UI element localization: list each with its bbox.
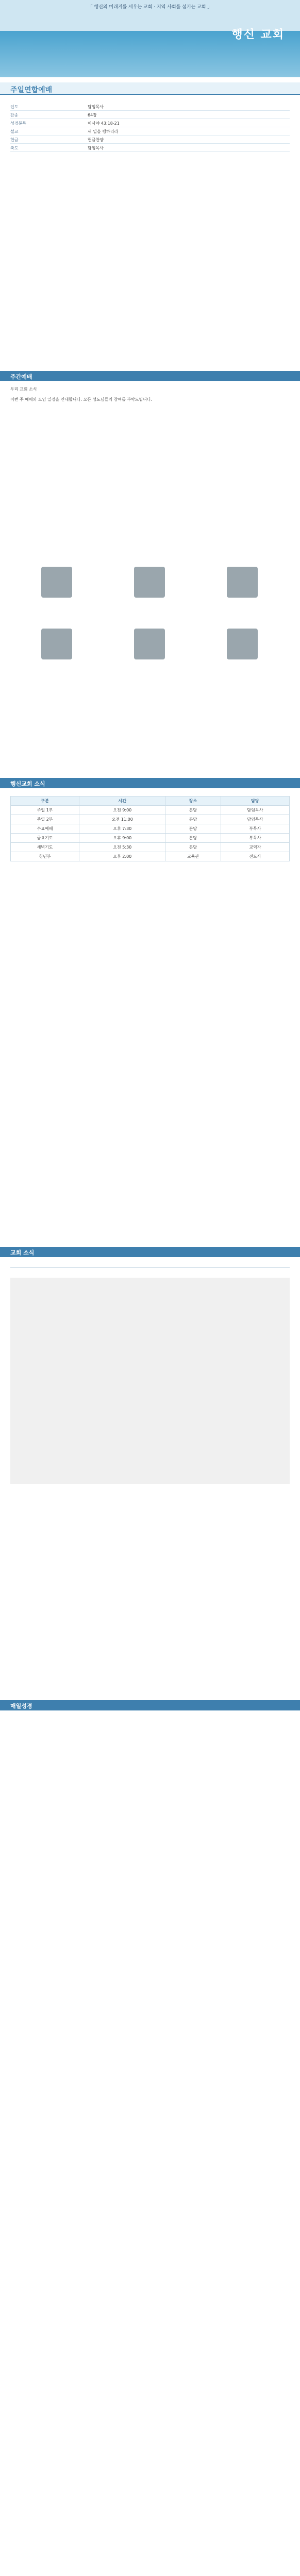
bible-band bbox=[0, 1700, 300, 1710]
notice-text: 이번 주 예배와 모임 일정을 안내합니다. 모든 성도님들의 참여를 부탁드립니다. bbox=[10, 397, 153, 402]
info-key: 설교 bbox=[10, 129, 19, 134]
table-cell: 교역자 bbox=[221, 843, 289, 852]
table-cell: 부목사 bbox=[221, 824, 289, 834]
table-cell: 오후 2:00 bbox=[79, 852, 165, 861]
table-cell: 주일 2부 bbox=[11, 815, 79, 824]
schedule-table bbox=[10, 796, 290, 861]
small-band bbox=[0, 1247, 300, 1257]
table-row bbox=[11, 824, 290, 834]
info-value: 이사야 43:18-21 bbox=[88, 121, 120, 126]
table-cell: 본당 bbox=[165, 806, 221, 815]
news-band bbox=[0, 778, 300, 788]
table-cell: 교육관 bbox=[165, 852, 221, 861]
staff-photo bbox=[227, 629, 258, 659]
info-row bbox=[10, 144, 290, 152]
table-row bbox=[11, 852, 290, 861]
staff-photo bbox=[227, 567, 258, 598]
table-row bbox=[11, 843, 290, 852]
divider bbox=[10, 1267, 290, 1268]
table-cell: 주일 1부 bbox=[11, 806, 79, 815]
info-value: 담임목사 bbox=[88, 105, 104, 109]
staff-photo-grid bbox=[21, 567, 278, 690]
table-cell: 본당 bbox=[165, 834, 221, 843]
info-value: 64장 bbox=[88, 113, 97, 117]
table-cell: 금요기도 bbox=[11, 834, 79, 843]
info-row bbox=[10, 103, 290, 111]
info-key: 찬송 bbox=[10, 113, 19, 117]
church-name: 행신 교회 bbox=[231, 28, 285, 41]
news-band-label: 행신교회 소식 bbox=[10, 781, 45, 787]
small-band-label: 교회 소식 bbox=[10, 1249, 35, 1256]
bible-band-label: 매일성경 bbox=[10, 1703, 32, 1709]
weekly-band bbox=[0, 371, 300, 381]
table-row bbox=[11, 815, 290, 824]
table-cell: 오전 9:00 bbox=[79, 806, 165, 815]
table-cell: 오전 11:00 bbox=[79, 815, 165, 824]
info-key: 헌금 bbox=[10, 138, 19, 142]
staff-photo bbox=[41, 629, 72, 659]
staff-photo bbox=[134, 629, 165, 659]
table-cell: 담임목사 bbox=[221, 806, 289, 815]
info-value: 새 일을 행하리라 bbox=[88, 129, 119, 134]
table-cell: 오전 5:30 bbox=[79, 843, 165, 852]
table-cell: 새벽기도 bbox=[11, 843, 79, 852]
staff-photo bbox=[41, 567, 72, 598]
table-cell: 본당 bbox=[165, 824, 221, 834]
table-header: 담당 bbox=[221, 796, 289, 806]
table-cell: 청년부 bbox=[11, 852, 79, 861]
info-row bbox=[10, 136, 290, 144]
table-row bbox=[11, 806, 290, 815]
table-cell: 수요예배 bbox=[11, 824, 79, 834]
header-banner bbox=[0, 0, 300, 77]
info-row bbox=[10, 128, 290, 135]
worship-title-section bbox=[0, 82, 300, 98]
staff-photo bbox=[134, 567, 165, 598]
table-header: 시간 bbox=[79, 796, 165, 806]
info-value: 담임목사 bbox=[88, 146, 104, 150]
info-key: 성경봉독 bbox=[10, 121, 26, 126]
info-value: 헌금찬양 bbox=[88, 138, 104, 142]
worship-title-bar bbox=[0, 82, 300, 95]
info-key: 축도 bbox=[10, 146, 19, 150]
table-cell: 오후 7:30 bbox=[79, 824, 165, 834]
table-cell: 담임목사 bbox=[221, 815, 289, 824]
table-row bbox=[11, 834, 290, 843]
info-row bbox=[10, 120, 290, 127]
info-row bbox=[10, 111, 290, 119]
table-header: 장소 bbox=[165, 796, 221, 806]
info-key: 인도 bbox=[10, 105, 19, 109]
news-block bbox=[10, 1278, 290, 1484]
bible-text-block bbox=[10, 1721, 290, 2545]
table-cell: 전도사 bbox=[221, 852, 289, 861]
table-cell: 본당 bbox=[165, 815, 221, 824]
table-header: 구분 bbox=[11, 796, 79, 806]
weekly-band-label: 주간예배 bbox=[10, 374, 32, 380]
header-slogan: 「 행신의 미래지를 세우는 교회 · 지역 사회를 섬기는 교회 」 bbox=[88, 5, 212, 10]
table-cell: 오후 9:00 bbox=[79, 834, 165, 843]
worship-title: 주일연합예배 bbox=[10, 86, 53, 94]
notice-title: 우리 교회 소식 bbox=[10, 387, 37, 392]
table-cell: 본당 bbox=[165, 843, 221, 852]
table-cell: 부목사 bbox=[221, 834, 289, 843]
